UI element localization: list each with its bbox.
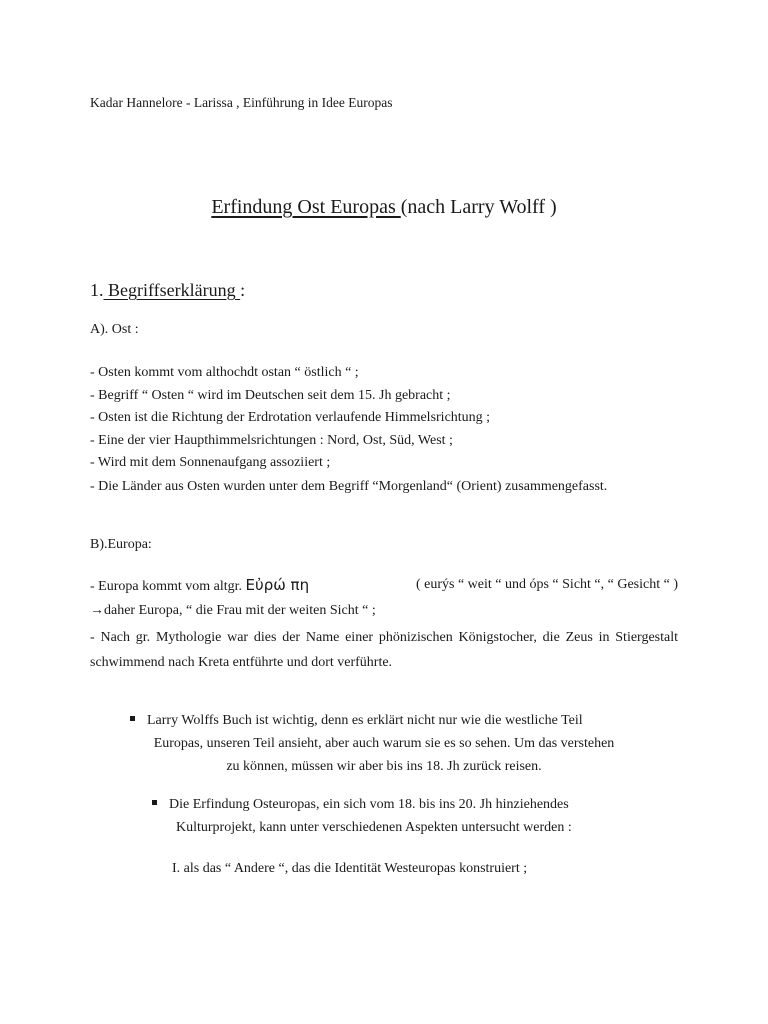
document-header: Kadar Hannelore - Larissa , Einführung in Idee Europas (90, 95, 393, 110)
title-suffix: (nach Larry Wolff ) (400, 196, 557, 218)
document-title (0, 194, 768, 220)
europa-line1-post: ( eurýs “ weit “ und óps “ Sicht “, “ Gesicht “ ) (415, 577, 678, 592)
greek-word: Εὐρώ πη (245, 576, 310, 594)
ost-item: - Begriff “ Osten “ wird im Deutschen seit dem 15. Jh gebracht ; (90, 388, 451, 403)
europa-etymology-line (90, 576, 678, 596)
bullet-1-line-3: zu können, müssen wir aber bis ins 18. Jh zurück reisen. (226, 759, 542, 774)
bullet-2-line-2: Kulturprojekt, kann unter verschiedenen Aspekten untersucht werden : (176, 820, 572, 835)
section-heading (90, 278, 245, 302)
europa-line1-pre: - Europa kommt vom altgr. (90, 579, 246, 594)
title-main: Erfindung Ost Europas (211, 196, 401, 218)
section-number: 1. (90, 280, 104, 300)
bullet-1-line-2: Europas, unseren Teil ansieht, aber auch warum sie es so sehen. Um das verstehen (153, 736, 615, 751)
subsection-europa-label: B).Europa: (90, 537, 152, 552)
ost-item: - Eine der vier Haupthimmelsrichtungen : Nord, Ost, Süd, West ; (90, 433, 453, 448)
ost-item: - Wird mit dem Sonnenaufgang assoziiert ; (90, 455, 331, 470)
square-bullet-icon (152, 800, 157, 805)
section-colon: : (240, 280, 246, 300)
bullet-1-line-1: Larry Wolffs Buch ist wichtig, denn es erklärt nicht nur wie die westliche Teil (130, 711, 583, 731)
roman-list-item: I. als das “ Andere “, das die Identität Westeuropas konstruiert ; (172, 861, 528, 876)
ost-item-last: - Die Länder aus Osten wurden unter dem Begriff “Morgenland“ (Orient) zusammengefasst. (90, 479, 608, 494)
subsection-ost-label: A). Ost : (90, 322, 139, 337)
square-bullet-icon (130, 716, 135, 721)
section-title: Begriffserklärung (103, 280, 241, 300)
ost-item: - Osten kommt vom althochdt ostan “ östlich “ ; (90, 365, 359, 380)
europa-meaning-line: →daher Europa, “ die Frau mit der weiten Sicht “ ; (90, 603, 376, 618)
bullet-2-line-1: Die Erfindung Osteuropas, ein sich vom 18. bis ins 20. Jh hinziehendes (152, 795, 569, 815)
europa-myth: - Nach gr. Mythologie war dies der Name einer phönizischen Königstocher, die Zeus in Stiergestalt schwimmend nach Kreta entführte und dort verführte. (90, 630, 678, 670)
ost-item: - Osten ist die Richtung der Erdrotation verlaufende Himmelsrichtung ; (90, 410, 491, 425)
